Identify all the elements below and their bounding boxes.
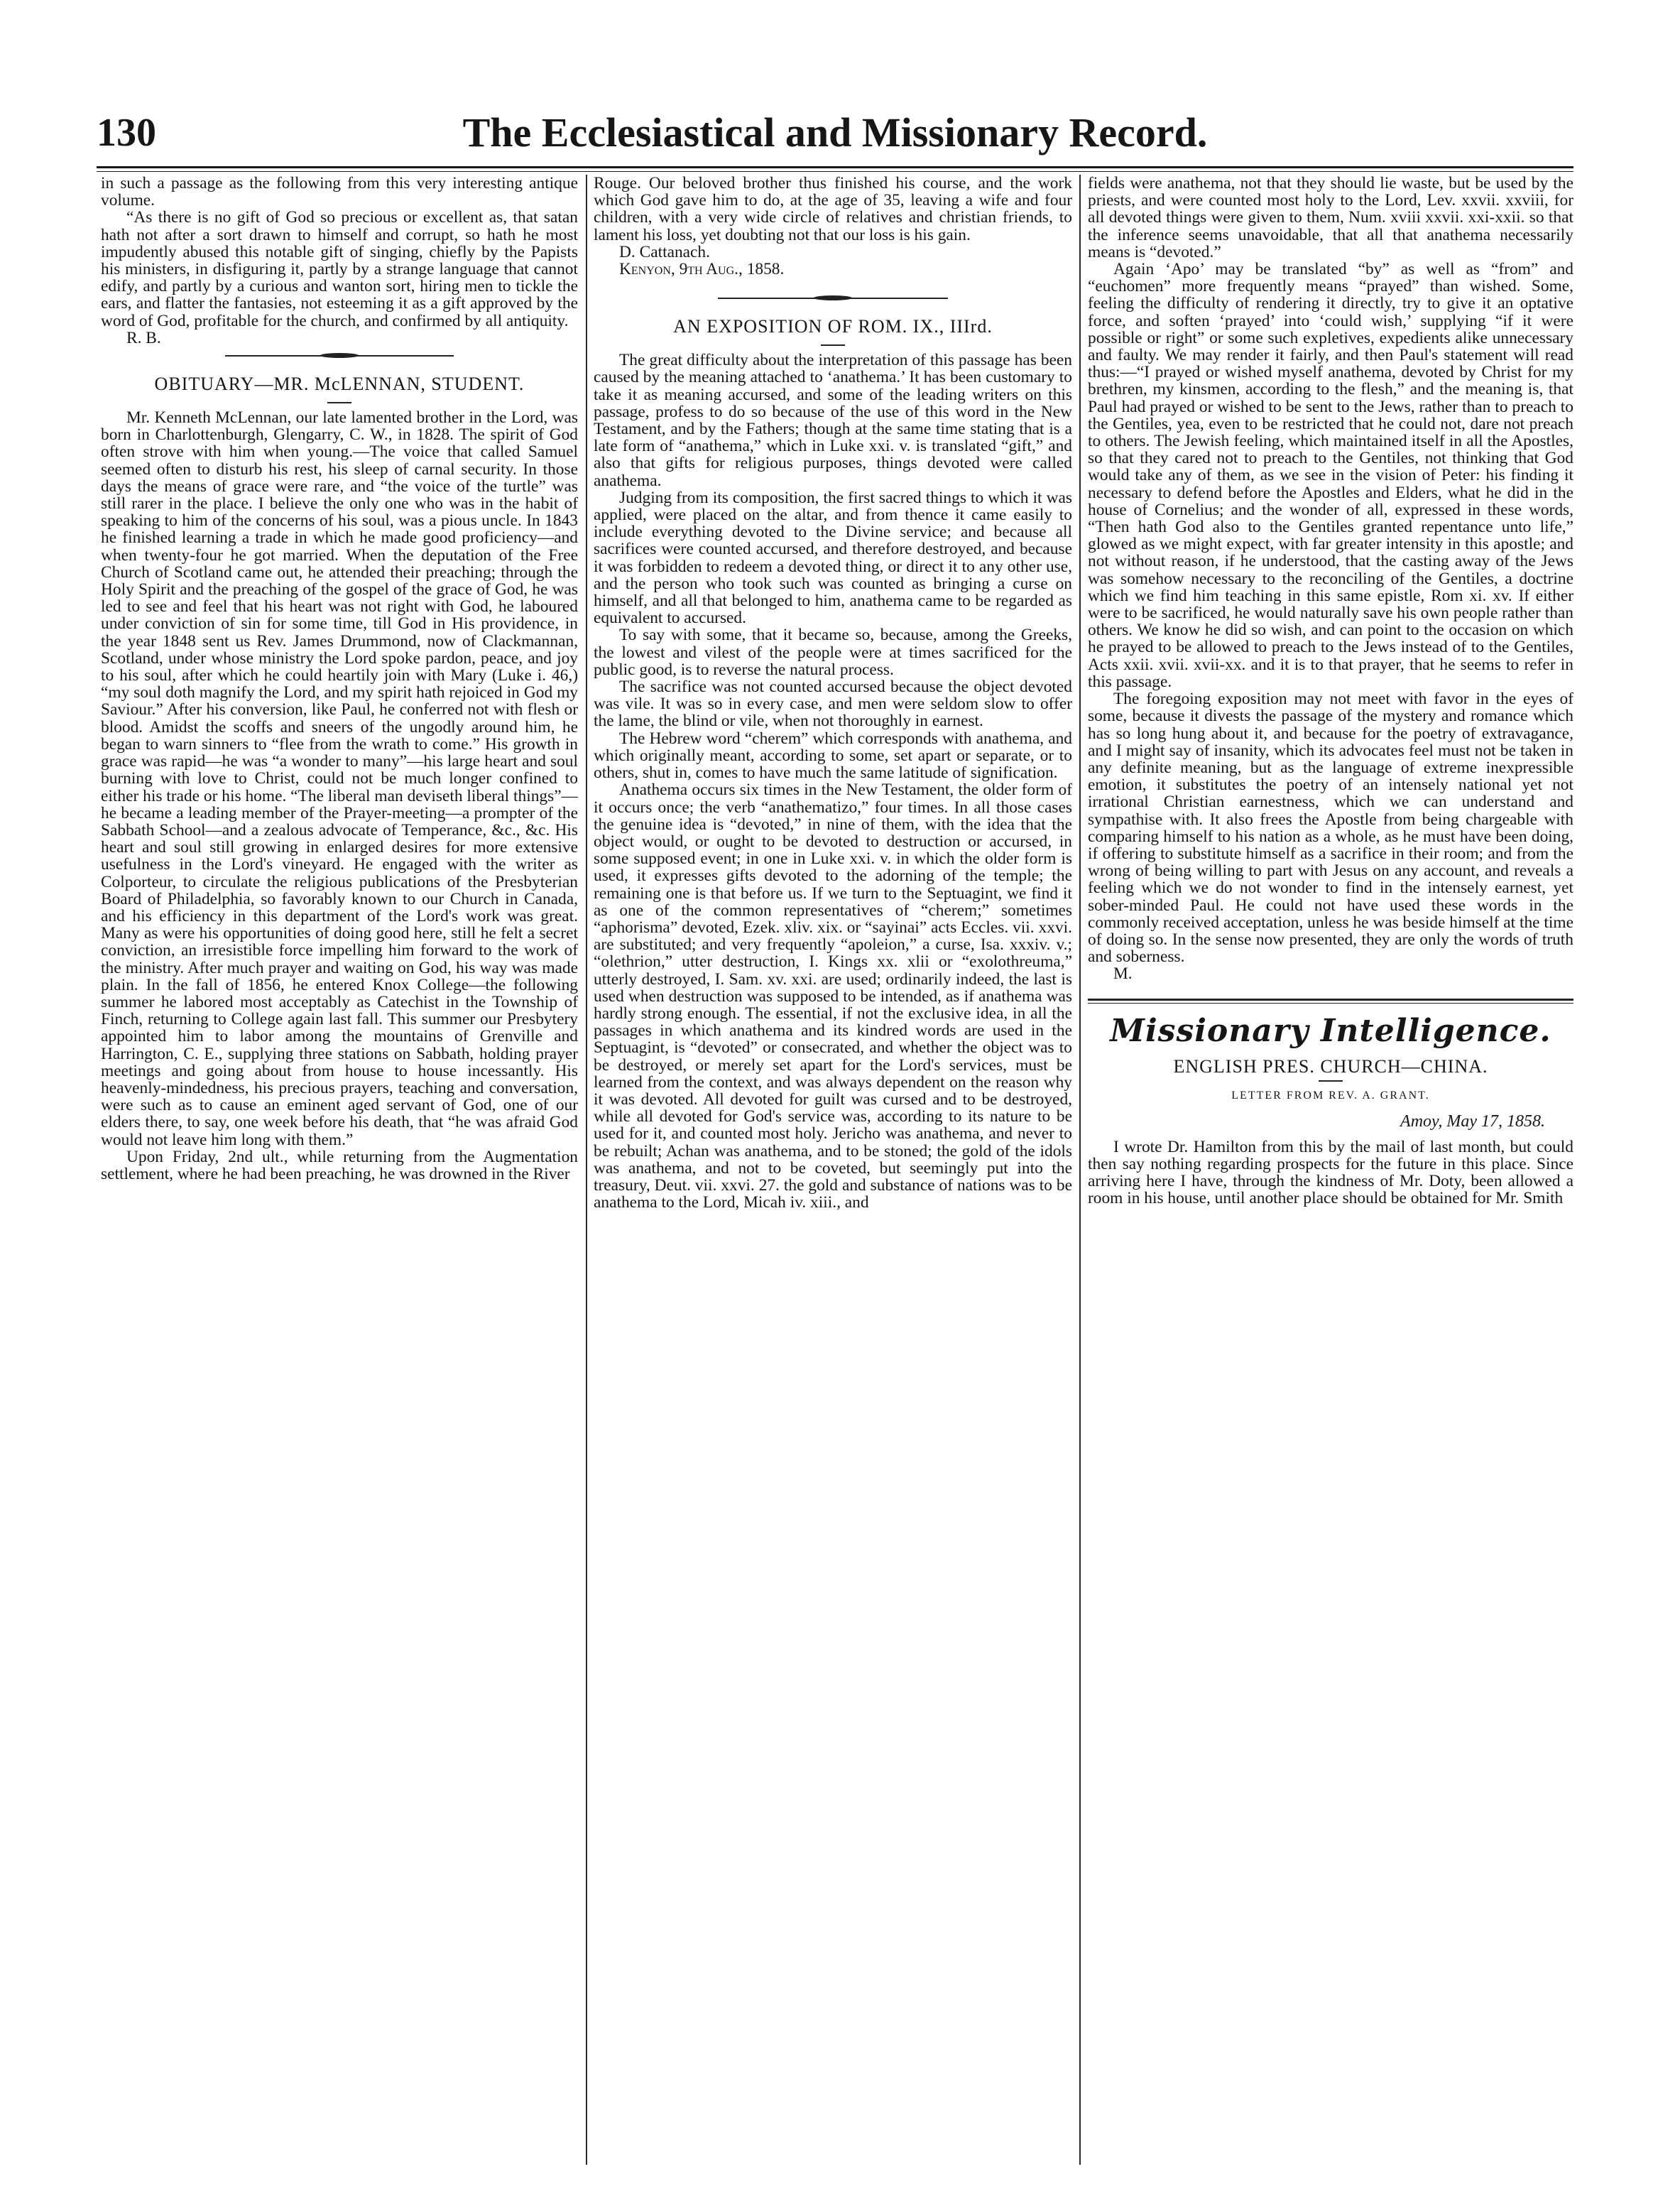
obituary-title: OBITUARY—MR. McLENNAN, STUDENT. <box>154 374 525 395</box>
missionary-section-title: Missionary Intelligence. <box>1110 1012 1551 1049</box>
section-rule <box>1088 999 1573 1004</box>
exposition-signature: M. <box>1113 964 1133 984</box>
quote-signature: R. B. <box>126 328 161 347</box>
column-divider <box>1079 175 1081 2165</box>
letter-place-date: Amoy, May 17, 1858. <box>1400 1112 1545 1131</box>
exposition-paragraph: The Hebrew word “cherem” which corresponds with anathema, and which originally meant, according to some, set apart or separate, or to others, shut in, comes to have much the same latitude of signification. <box>594 729 1072 783</box>
exposition-paragraph: To say with some, that it became so, because, among the Greeks, the lowest and vilest of the people were at times sacrificed for the public good, is to reverse the natural process. <box>594 626 1072 679</box>
column-left <box>101 175 578 2165</box>
exposition-continued: fields were anathema, not that they should lie waste, but be used by the priests, and were counted most holy to the Lord, Lev. xxvii. xxviii, for all devoted things were given to them, Num. xviii xxvii. xxi-xxii. so that the inference seems unavoidable, that all that anathema necessarily means is “devoted.” <box>1088 175 1573 261</box>
exposition-paragraph: The sacrifice was not counted accursed because the object devoted was vile. It was so in every case, and men were seldom slow to offer the lame, the blind or vile, when not thoroughly in earnest. <box>594 678 1072 731</box>
exposition-paragraph: The great difficulty about the interpretation of this passage has been caused by the meaning attached to ‘anathema.’ It has been customary to take it as meaning accursed, and some of the leading writers on this passage, profess to do so because of the use of this word in the New Testament, and by the Fathers; though at the same time stating that is a late form of “anathema,” which in Luke xxi. v. is translated “gift,” and also that gifts for religious purposes, things devoted were called anathema. <box>594 351 1072 490</box>
china-article-title: ENGLISH PRES. CHURCH—CHINA. <box>1173 1055 1488 1077</box>
exposition-title: AN EXPOSITION OF ROM. IX., IIIrd. <box>673 316 993 337</box>
running-title: The Ecclesiastical and Missionary Record. <box>462 109 1208 156</box>
column-divider <box>586 175 587 2165</box>
short-rule <box>327 402 351 403</box>
obituary-signature: D. Cattanach. <box>619 242 710 261</box>
intro-paragraph: in such a passage as the following from this very interesting antique volume. <box>101 175 578 210</box>
exposition-paragraph: Again ‘Apo’ may be translated “by” as well as “from” and “euchomen” more frequently means “prayed” than wished. Some, feeling the difficulty of rendering it directly, try to give it an optative force, and soften ‘prayed’ into ‘could wish,’ supplying “if it were possible or right” or some such expletives, expedients alike unnecessary and faulty. We may render it fairly, and then Paul's statement will read thus:—“I prayed or wished myself anathema, devoted by Christ for my brethren, my kinsmen, according to the flesh,” and the meaning is, that Paul had prayed or wished to be sent to the Jews, rather than to preach to the Gentiles, yea, even to be restricted that he could not, dare not preach to others. The Jewish feeling, which maintained itself in all the Apostles, so that they cared not to preach to the Gentiles, not thinking that God would take any of them, as we see in the vision of Peter: his finding it necessary to defend before the Apostles and Elders, what he did in the house of Cornelius; and the wonder of all, expressed in these words, “Then hath God also to the Gentiles granted repentance unto life,” glowed as we might expect, with far greater intensity in this apostle; and not without reason, if he understood, that the casting away of the Jews was somehow necessary to the reconciling of the Gentiles, a doctrine which we find him teaching in this same epistle, Rom xi. xv. If either were to be sacrificed, he would naturally save his own people rather than others. We know he did so wish, and can point to the occasion on which he prayed to be allowed to preach to the Jews instead of to the Gentiles, Acts xxii. xvii. xvii-xx. and it is to that prayer, that he seems to refer in this passage. <box>1088 260 1573 691</box>
short-rule <box>821 344 845 346</box>
page-header <box>97 105 1573 161</box>
letter-paragraph: I wrote Dr. Hamilton from this by the mail of last month, but could then say nothing regarding prospects for the future in this place. Since arriving here I have, through the kindness of Mr. Doty, been allowed a room in his house, until another place should be obtained for Mr. Smith <box>1088 1137 1573 1208</box>
obituary-paragraph: Upon Friday, 2nd ult., while returning from the Augmentation settlement, where he had been preaching, he was drowned in the River <box>101 1147 578 1183</box>
letter-heading: LETTER FROM REV. A. GRANT. <box>1231 1089 1430 1102</box>
header-rule <box>97 166 1573 172</box>
ornament-separator <box>101 347 578 365</box>
exposition-paragraph: Anathema occurs six times in the New Testament, the older form of it occurs once; the verb “anathematizo,” four times. In all those cases the genuine idea is “devoted,” in nine of them, with the idea that the object would, or ought to be devoted to destruction or accursed, in some supposed event; in one in Luke xxi. v. in which the older form is used, it expresses gifts devoted to the adorning of the temple; the remaining one is that before us. If we turn to the Septuagint, we find it as one of the common representatives of “cherem;” sometimes “aphorisma” devoted, Ezek. xliv. xix. or “sayinai” acts Eccles. vii. xxvi. are substituted; and very frequently “apoleion,” a curse, Isa. xxxiv. v.; “olethrion,” utter destruction, I. Kings xx. xlii or “exolothreuma,” utterly destroyed, I. Sam. xv. xxi. are used; ordinarily indeed, the last is used when destruction was supposed to be intended, as if anathema was hardly strong enough. The essential, if not the exclusive idea, in all the passages in which anathema and its kindred words are used in the Septuagint, is “devoted” or consecrated, and whether the object was to be destroyed, or merely set apart for the Lord's services, must be learned from the context, and was always dependent on the reason why it was devoted. All devoted for guilt was cursed and to be destroyed, while all devoted for God's service was, according to its nature to be used for it, and counted most holy. Jericho was anathema, and never to be rebuilt; Achan was anathema, and to be stoned; the gold of the idols was anathema, and not to be coveted, but seemingly put into the treasury, Deut. vii. xxvi. 27. the gold and substance of nations was to be anathema to the Lord, Micah iv. xiii., and <box>594 781 1072 1212</box>
column-middle <box>594 175 1072 2165</box>
short-rule <box>1319 1080 1343 1082</box>
exposition-paragraph: The foregoing exposition may not meet with favor in the eyes of some, because it divests the passage of the mystery and romance which has so long hung about it, and because for the poetry of extravagance, and I might say of insanity, which its advocates feel must not be taken in any definite meaning, but as the language of extreme inexpressible emotion, it substitutes the poetry of an intensely national yet not irrational Christian earnestness, which we can understand and sympathise with. It also frees the Apostle from being chargeable with comparing himself to his nation as a whole, as he must have been doing, if offering to substitute himself as a sacrifice in their room; and from the wrong of being willing to part with Jesus on any account, and reveals a feeling which we do not wonder to find in the intensely earnest, yet sober-minded Paul. He could not have used these words in the commonly received acceptation, unless he was beside himself at the time of doing so. In the sense now presented, they are only the words of truth and soberness. <box>1088 690 1573 967</box>
obituary-continued: Rouge. Our beloved brother thus finished his course, and the work which God gave him to do, at the age of 35, leaving a wife and four children, with a very wide circle of relatives and christian friends, to lament his loss, yet doubting not that our loss is his gain. <box>594 175 1072 244</box>
obituary-dateline: Kenyon, 9th Aug., 1858. <box>619 260 785 279</box>
obituary-paragraph: Mr. Kenneth McLennan, our late lamented brother in the Lord, was born in Charlottenburgh, Glengarry, C. W., in 1828. The spirit of God often strove with him when young.—The voice that called Samuel seemed often to disturb his rest, his sleep of carnal security. In those days the means of grace were rare, and “the voice of the turtle” was still rarer in the place. I believe the only one who was in the habit of speaking to him of the concerns of his soul, was a pious uncle. In 1843 he finished learning a trade in which he made good proficiency—and when twenty-four he got married. When the deputation of the Free Church of Scotland came out, he attended their preaching; through the Holy Spirit and the preaching of the gospel of the grace of God, he was led to see and feel that his heart was not right with God, he laboured under conviction of sin for some time, till God in His providence, in the year 1848 sent us Rev. James Drummond, now of Clackmannan, Scotland, under whose ministry the Lord spoke pardon, peace, and joy to his soul, after which he could heartily join with Mary (Luke i. 46,) “my soul doth magnify the Lord, and my spirit hath rejoiced in God my Saviour.” After his conversion, like Paul, he conferred not with flesh or blood. Amidst the scoffs and sneers of the ungodly around him, he began to warn sinners to “flee from the wrath to come.” His growth in grace was rapid—he was “a wonder to many”—his large heart and soul burning with love to Christ, could not be much longer confined to either his trade or his home. “The liberal man deviseth liberal things”—he became a leading member of the Prayer-meeting—a prompter of the Sabbath School—and a zealous advocate of Temperance, &c., &c. His heart and soul still growing in enlarged desires for more extensive usefulness in the Lord's vineyard. He engaged with the writer as Colporteur, to circulate the religious publications of the Presbyterian Board of Philadelphia, so favorably known to our Church in Canada, and his efficiency in this department of the Lord's work was great. Many as were his opportunities of doing good here, still he felt a secret conviction, an irresistible force impelling him forward to the work of the ministry. After much prayer and waiting on God, his way was made plain. In the fall of 1856, he entered Knox College—the following summer he labored most acceptably as Catechist in the Township of Finch, returning to College again last fall. This summer our Presbytery appointed him to labor among the mountains of Grenville and Harrington, C. E., supplying three stations on Sabbath, holding prayer meetings and going about from house to house incessantly. His heavenly-mindedness, his precious prayers, teaching and conversation, were such as to cause an eminent aged servant of God, one of our elders there, to say, one week before his death, that “he was afraid God would not leave him long with them.” <box>101 408 578 1149</box>
exposition-paragraph: Judging from its composition, the first sacred things to which it was applied, were placed on the altar, and from thence it came easily to include everything devoted to the Divine service; and because all sacrifices were counted accursed, and therefore destroyed, and because it was forbidden to redeem a devoted thing, or direct it to any other use, and the person who took such was counted as bringing a curse on himself, and all that belonged to him, anathema came to be regarded as equivalent to accursed. <box>594 488 1072 628</box>
column-right <box>1088 175 1573 2165</box>
quote-paragraph: “As there is no gift of God so precious or excellent as, that satan hath not after a sort drawn to himself and corrupt, so hath he most impudently abused this notable gift of singing, chiefly by the Papists his ministers, in disfiguring it, partly by a strange language that cannot edify, and partly by a curious and wanton sort, hiring men to tickle the ears, and flatter the fantasies, not esteeming it as a gift approved by the word of God, profitable for the church, and confirmed by all antiquity. <box>101 208 578 330</box>
page-number: 130 <box>97 111 156 155</box>
ornament-separator <box>594 289 1072 308</box>
